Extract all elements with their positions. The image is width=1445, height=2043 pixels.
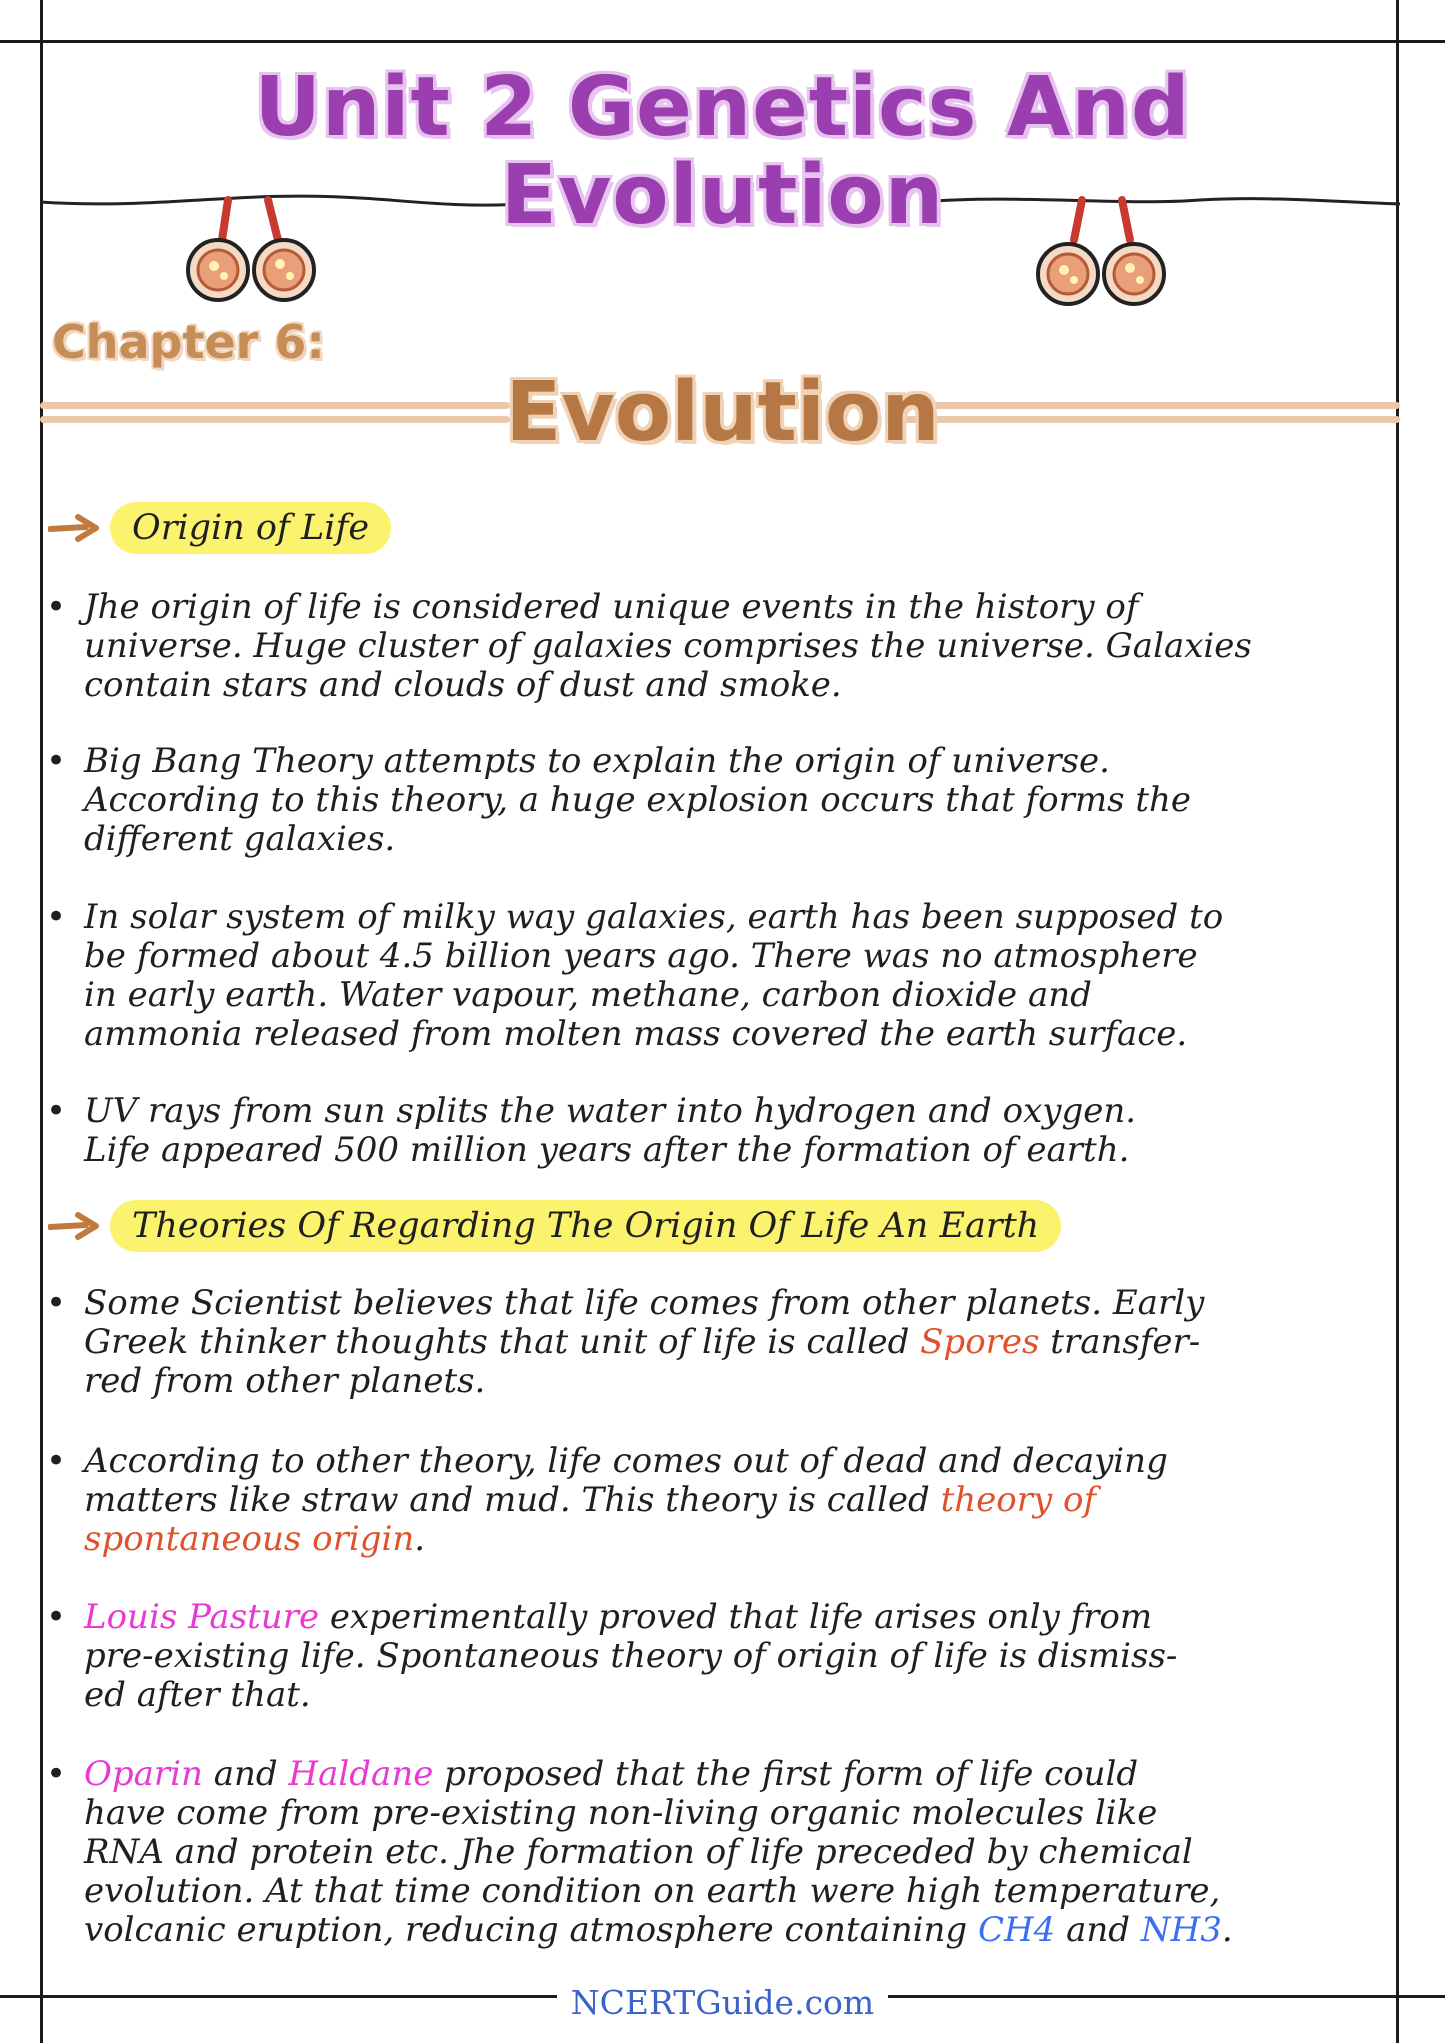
list-item (46, 588, 1396, 705)
name-haldane: Haldane (288, 1754, 434, 1794)
bullet-line (84, 1520, 1168, 1559)
bullet-line: ed after that. (84, 1675, 311, 1715)
bullet-line (84, 1598, 1177, 1637)
bullet-text: and (1055, 1910, 1141, 1950)
name-louis-pasture: Louis Pasture (84, 1597, 320, 1637)
list-item (46, 1284, 1396, 1401)
list-item (46, 898, 1396, 1054)
page-border-right (1396, 0, 1399, 2043)
bullet-dot: • (46, 1597, 67, 1637)
term-spontaneous-origin: spontaneous origin (84, 1519, 415, 1559)
bullet-line (84, 1755, 1233, 1794)
chapter-label: Chapter 6: (52, 315, 325, 369)
bullet-line: ammonia released from molten mass covered the earth surface. (84, 1014, 1188, 1054)
page-border-left (40, 0, 43, 2043)
bullet-line: pre-existing life. Spontaneous theory of origin of life is dismiss- (84, 1636, 1178, 1676)
term-spores: Spores (920, 1322, 1040, 1362)
list-item (46, 1598, 1396, 1715)
term-theory-of: theory of (940, 1480, 1097, 1520)
section-heading-label: Theories Of Regarding The Origin Of Life An Earth (110, 1200, 1061, 1252)
bullet-line: evolution. At that time condition on earth were high temperature, (84, 1871, 1221, 1911)
bullet-text: transfer- (1039, 1322, 1201, 1362)
list-item (46, 1092, 1396, 1170)
bullet-line: red from other planets. (84, 1361, 486, 1401)
formula-ammonia: NH3 (1140, 1910, 1222, 1950)
section-heading-origin-of-life (48, 502, 391, 554)
bullet-line: Big Bang Theory attempts to explain the origin of universe. (84, 741, 1110, 781)
bullet-text: . (1221, 1910, 1233, 1950)
list-item (46, 742, 1396, 859)
bullet-line: According to this theory, a huge explosion occurs that forms the (84, 780, 1192, 820)
bullet-line: Some Scientist believes that life comes from other planets. Early (84, 1283, 1205, 1323)
bullet-line: According to other theory, life comes out of dead and decaying (84, 1441, 1168, 1481)
list-item (46, 1755, 1396, 1950)
bullet-line: UV rays from sun splits the water into hydrogen and oxygen. (84, 1091, 1137, 1131)
bullet-dot: • (46, 897, 67, 937)
bullet-line (84, 1481, 1168, 1520)
bullet-text: volcanic eruption, reducing atmosphere containing (84, 1910, 978, 1950)
bullet-text: and (202, 1754, 289, 1794)
bullet-line: RNA and protein etc. Jhe formation of life preceded by chemical (84, 1832, 1193, 1872)
bullet-line: Jhe origin of life is considered unique events in the history of (84, 587, 1139, 627)
footer (0, 1983, 1445, 2022)
bullet-line: be formed about 4.5 billion years ago. There was no atmosphere (84, 936, 1198, 976)
bullet-line: contain stars and clouds of dust and smoke. (84, 665, 842, 705)
chapter-title: Evolution (505, 365, 940, 460)
name-oparin: Oparin (84, 1754, 203, 1794)
page-border-top (0, 40, 1445, 43)
arrow-right-icon (48, 513, 100, 543)
bullet-dot: • (46, 1283, 67, 1323)
bullet-text: experimentally proved that life arises only from (319, 1597, 1153, 1637)
bullet-line: different galaxies. (84, 819, 396, 859)
arrow-right-icon (48, 1211, 100, 1241)
bullet-dot: • (46, 1754, 67, 1794)
unit-title-line-2: Evolution (500, 148, 945, 243)
bullet-text: . (414, 1519, 426, 1559)
section-heading-theories (48, 1200, 1061, 1252)
bullet-text: matters like straw and mud. This theory is called (84, 1480, 941, 1520)
list-item (46, 1442, 1396, 1559)
bullet-dot: • (46, 587, 67, 627)
section-heading-label: Origin of Life (110, 502, 391, 554)
formula-methane: CH4 (977, 1910, 1056, 1950)
bullet-line: universe. Huge cluster of galaxies comprises the universe. Galaxies (84, 626, 1252, 666)
bullet-line: have come from pre-existing non-living organic molecules like (84, 1793, 1158, 1833)
bullet-text: Greek thinker thoughts that unit of life is called (84, 1322, 921, 1362)
bullet-dot: • (46, 741, 67, 781)
bullet-line: in early earth. Water vapour, methane, carbon dioxide and (84, 975, 1092, 1015)
bullet-dot: • (46, 1091, 67, 1131)
bullet-line: Life appeared 500 million years after the formation of earth. (84, 1130, 1130, 1170)
bullet-dot: • (46, 1441, 67, 1481)
bullet-line (84, 1911, 1233, 1950)
bullet-text: proposed that the first form of life could (433, 1754, 1139, 1794)
footer-site-link[interactable]: NCERTGuide.com (557, 1983, 888, 2022)
unit-title-line-1: Unit 2 Genetics And (254, 60, 1191, 155)
bullet-line: In solar system of milky way galaxies, earth has been supposed to (84, 897, 1224, 937)
bullet-line (84, 1323, 1204, 1362)
